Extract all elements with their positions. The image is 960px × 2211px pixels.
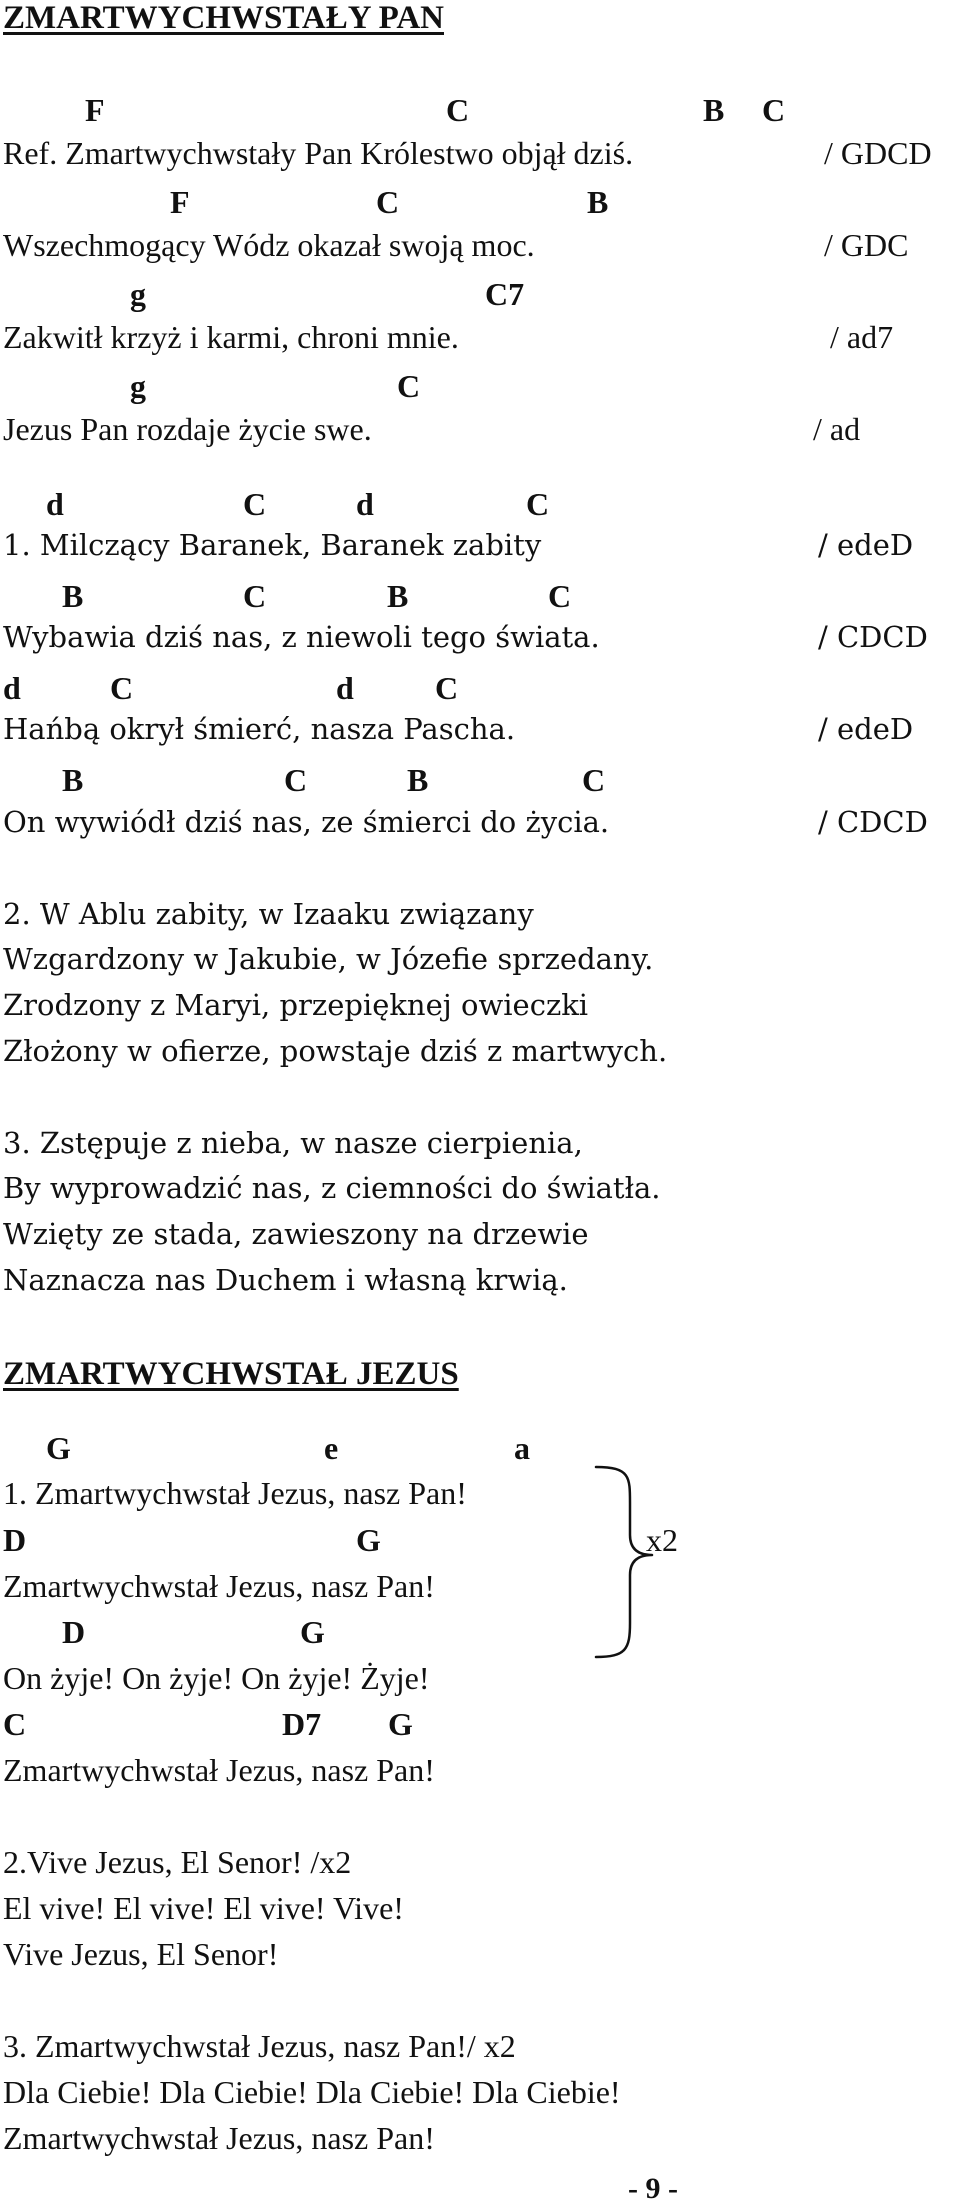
verse-line: 2. W Ablu zabity, w Izaaku związany [3, 897, 534, 931]
chord: d [336, 670, 354, 706]
chord: F [170, 184, 190, 220]
page-number: - 9 - [628, 2172, 678, 2205]
chord: F [85, 92, 105, 128]
song-title: ZMARTWYCHWSTAŁY PAN [3, 0, 444, 36]
chord-annotation: / CDCD [818, 620, 928, 654]
chord: D [62, 1614, 86, 1650]
chord-annotation: / ad [813, 411, 861, 447]
chord: C [243, 486, 267, 522]
refrain-line: Jezus Pan rozdaje życie swe. [3, 411, 372, 447]
chord: G [300, 1614, 325, 1650]
chord: d [356, 486, 374, 522]
verse-line: 3. Zstępuje z nieba, w nasze cierpienia, [3, 1126, 583, 1160]
verse-line: On wywiódł dziś nas, ze śmierci do życia. [3, 805, 610, 839]
chord: C [435, 670, 459, 706]
chord: C [582, 762, 606, 798]
song-title: ZMARTWYCHWSTAŁ JEZUS [3, 1356, 459, 1392]
verse-line: Wzgardzony w Jakubie, w Józefie sprzedany. [3, 942, 654, 976]
verse-line: Zrodzony z Maryi, przepięknej owieczki [3, 988, 589, 1022]
chord: C [3, 1706, 27, 1742]
chord: C [762, 92, 786, 128]
chord: B [62, 578, 84, 614]
verse-line: On żyje! On żyje! On żyje! Żyje! [3, 1660, 430, 1696]
repeat-marker: x2 [646, 1522, 678, 1558]
verse-line: Vive Jezus, El Senor! [3, 1936, 279, 1972]
verse-line: Zmartwychwstał Jezus, nasz Pan! [3, 1568, 435, 1604]
chord-annotation: / ad7 [830, 319, 894, 355]
chord: D [3, 1522, 27, 1558]
verse-line: Wzięty ze stada, zawieszony na drzewie [3, 1217, 589, 1251]
chord: C [397, 368, 421, 404]
chord: C [376, 184, 400, 220]
chord: B [407, 762, 429, 798]
repeat-brace-icon [590, 1463, 660, 1663]
chord: B [703, 92, 725, 128]
chord: B [587, 184, 609, 220]
verse-line: 2.Vive Jezus, El Senor! /x2 [3, 1844, 352, 1880]
chord: C [110, 670, 134, 706]
chord-annotation: / edeD [818, 712, 914, 746]
refrain-line: Wszechmogący Wódz okazał swoją moc. [3, 227, 535, 263]
chord: G [46, 1430, 71, 1466]
chord: C [243, 578, 267, 614]
verse-line: 1. Zmartwychwstał Jezus, nasz Pan! [3, 1475, 467, 1511]
verse-line: By wyprowadzić nas, z ciemności do światła. [3, 1171, 661, 1205]
verse-line: El vive! El vive! El vive! Vive! [3, 1890, 404, 1926]
chord: C [446, 92, 470, 128]
chord: B [387, 578, 409, 614]
chord: C [548, 578, 572, 614]
chord: g [130, 276, 146, 312]
verse-line: Hańbą okrył śmierć, nasza Pascha. [3, 712, 516, 746]
chord-annotation: / edeD [818, 528, 914, 562]
chord-annotation: / CDCD [818, 805, 928, 839]
verse-line: Naznacza nas Duchem i własną krwią. [3, 1263, 568, 1297]
verse-line: Zmartwychwstał Jezus, nasz Pan! [3, 1752, 435, 1788]
chord: C7 [485, 276, 525, 312]
refrain-line: Ref. Zmartwychwstały Pan Królestwo objął dziś. [3, 135, 634, 171]
verse-line: Wybawia dziś nas, z niewoli tego świata. [3, 620, 600, 654]
chord: g [130, 368, 146, 404]
verse-line: 1. Milczący Baranek, Baranek zabity [3, 528, 542, 562]
chord: d [46, 486, 64, 522]
chord: C [526, 486, 550, 522]
verse-line: Złożony w ofierze, powstaje dziś z martwych. [3, 1034, 668, 1068]
chord: a [514, 1430, 530, 1466]
refrain-line: Zakwitł krzyż i karmi, chroni mnie. [3, 319, 459, 355]
chord: B [62, 762, 84, 798]
chord: e [324, 1430, 339, 1466]
chord-annotation: / GDC [824, 227, 909, 263]
chord: D7 [282, 1706, 322, 1742]
verse-line: Zmartwychwstał Jezus, nasz Pan! [3, 2120, 435, 2156]
chord: d [3, 670, 21, 706]
chord-annotation: / GDCD [824, 135, 932, 171]
verse-line: 3. Zmartwychwstał Jezus, nasz Pan!/ x2 [3, 2028, 516, 2064]
verse-line: Dla Ciebie! Dla Ciebie! Dla Ciebie! Dla Ciebie! [3, 2074, 621, 2110]
chord: G [388, 1706, 413, 1742]
chord: G [356, 1522, 381, 1558]
chord: C [284, 762, 308, 798]
